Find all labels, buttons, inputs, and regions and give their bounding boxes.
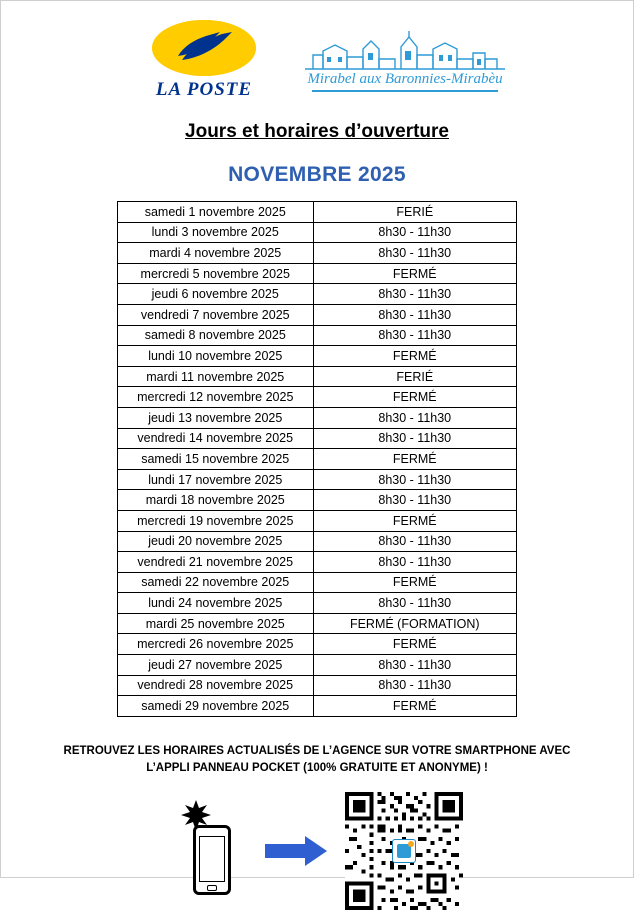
promo-graphics bbox=[1, 791, 633, 911]
commune-underline bbox=[312, 90, 498, 92]
month-title: NOVEMBRE 2025 bbox=[228, 163, 406, 186]
schedule-day-cell: jeudi 13 novembre 2025 bbox=[118, 407, 314, 428]
bird-logo-icon bbox=[152, 20, 256, 76]
table-row bbox=[118, 407, 517, 428]
schedule-day-cell: vendredi 21 novembre 2025 bbox=[118, 552, 314, 573]
schedule-day-cell: mardi 18 novembre 2025 bbox=[118, 490, 314, 511]
schedule-hours-cell: 8h30 - 11h30 bbox=[313, 428, 517, 449]
schedule-hours-cell: 8h30 - 11h30 bbox=[313, 675, 517, 696]
schedule-day-cell: lundi 3 novembre 2025 bbox=[118, 222, 314, 243]
phone-screen bbox=[199, 836, 225, 882]
schedule-hours-cell: 8h30 - 11h30 bbox=[313, 531, 517, 552]
laposte-logo bbox=[129, 20, 279, 101]
schedule-day-cell: vendredi 28 novembre 2025 bbox=[118, 675, 314, 696]
table-row bbox=[118, 593, 517, 614]
table-row bbox=[118, 655, 517, 676]
schedule-hours-cell: FERMÉ bbox=[313, 696, 517, 717]
page-title: Jours et horaires d’ouverture bbox=[185, 121, 449, 142]
logo-row bbox=[1, 1, 633, 100]
laposte-wordmark: LA POSTE bbox=[155, 78, 253, 100]
schedule-day-cell: jeudi 20 novembre 2025 bbox=[118, 531, 314, 552]
table-row bbox=[118, 202, 517, 223]
village-skyline-icon bbox=[305, 29, 505, 71]
schedule-day-cell: vendredi 7 novembre 2025 bbox=[118, 304, 314, 325]
schedule-day-cell: samedi 15 novembre 2025 bbox=[118, 449, 314, 470]
schedule-day-cell: mardi 4 novembre 2025 bbox=[118, 243, 314, 264]
footer-line-2: L’APPLI PANNEAU POCKET (100% GRATUITE ET ANONYME) ! bbox=[146, 762, 488, 775]
schedule-hours-cell: FERMÉ bbox=[313, 263, 517, 284]
schedule-day-cell: jeudi 6 novembre 2025 bbox=[118, 284, 314, 305]
schedule-hours-cell: FERMÉ bbox=[313, 449, 517, 470]
table-row bbox=[118, 696, 517, 717]
schedule-hours-cell: FERMÉ bbox=[313, 510, 517, 531]
table-row bbox=[118, 387, 517, 408]
table-row bbox=[118, 304, 517, 325]
commune-wordmark: Mirabel aux Baronnies-Mirabèu bbox=[307, 70, 503, 87]
schedule-hours-cell: 8h30 - 11h30 bbox=[313, 222, 517, 243]
table-row bbox=[118, 469, 517, 490]
schedule-hours-cell: 8h30 - 11h30 bbox=[313, 655, 517, 676]
table-row bbox=[118, 428, 517, 449]
schedule-hours-cell: 8h30 - 11h30 bbox=[313, 325, 517, 346]
schedule-hours-cell: 8h30 - 11h30 bbox=[313, 407, 517, 428]
table-row bbox=[118, 222, 517, 243]
table-row bbox=[118, 243, 517, 264]
schedule-hours-cell: 8h30 - 11h30 bbox=[313, 243, 517, 264]
schedule-hours-cell: 8h30 - 11h30 bbox=[313, 469, 517, 490]
smartphone-icon bbox=[171, 799, 247, 903]
table-row bbox=[118, 263, 517, 284]
qr-code-icon bbox=[345, 792, 463, 910]
schedule-hours-cell: 8h30 - 11h30 bbox=[313, 284, 517, 305]
schedule-hours-cell: 8h30 - 11h30 bbox=[313, 552, 517, 573]
schedule-hours-cell: FERMÉ bbox=[313, 387, 517, 408]
footer-line-1: RETROUVEZ LES HORAIRES ACTUALISÉS DE L’AGENCE SUR VOTRE SMARTPHONE AVEC bbox=[63, 744, 571, 757]
schedule-hours-cell: FERMÉ (FORMATION) bbox=[313, 613, 517, 634]
schedule-hours-cell: FERIÉ bbox=[313, 202, 517, 223]
arrow-right-icon bbox=[265, 834, 327, 868]
table-row bbox=[118, 325, 517, 346]
schedule-hours-cell: 8h30 - 11h30 bbox=[313, 593, 517, 614]
table-row bbox=[118, 531, 517, 552]
panneaupocket-app-icon bbox=[392, 839, 416, 863]
schedule-hours-cell: FERMÉ bbox=[313, 346, 517, 367]
schedule-day-cell: mercredi 5 novembre 2025 bbox=[118, 263, 314, 284]
phone-body bbox=[193, 825, 231, 895]
table-row bbox=[118, 572, 517, 593]
schedule-table-wrapper bbox=[117, 201, 517, 717]
commune-logo bbox=[305, 29, 505, 92]
schedule-day-cell: vendredi 14 novembre 2025 bbox=[118, 428, 314, 449]
schedule-hours-cell: 8h30 - 11h30 bbox=[313, 304, 517, 325]
footer-note bbox=[47, 743, 587, 778]
schedule-day-cell: samedi 1 novembre 2025 bbox=[118, 202, 314, 223]
schedule-day-cell: lundi 17 novembre 2025 bbox=[118, 469, 314, 490]
table-row bbox=[118, 510, 517, 531]
schedule-day-cell: lundi 10 novembre 2025 bbox=[118, 346, 314, 367]
table-row bbox=[118, 490, 517, 511]
schedule-hours-cell: FERMÉ bbox=[313, 572, 517, 593]
schedule-hours-cell: FERMÉ bbox=[313, 634, 517, 655]
schedule-day-cell: mardi 11 novembre 2025 bbox=[118, 366, 314, 387]
table-row bbox=[118, 346, 517, 367]
schedule-day-cell: lundi 24 novembre 2025 bbox=[118, 593, 314, 614]
schedule-day-cell: samedi 8 novembre 2025 bbox=[118, 325, 314, 346]
schedule-hours-cell: 8h30 - 11h30 bbox=[313, 490, 517, 511]
table-row bbox=[118, 613, 517, 634]
table-row bbox=[118, 634, 517, 655]
schedule-hours-cell: FERIÉ bbox=[313, 366, 517, 387]
table-row bbox=[118, 675, 517, 696]
schedule-day-cell: mercredi 12 novembre 2025 bbox=[118, 387, 314, 408]
schedule-table bbox=[117, 201, 517, 717]
schedule-day-cell: mardi 25 novembre 2025 bbox=[118, 613, 314, 634]
schedule-day-cell: samedi 29 novembre 2025 bbox=[118, 696, 314, 717]
phone-home-button bbox=[207, 885, 217, 891]
schedule-day-cell: samedi 22 novembre 2025 bbox=[118, 572, 314, 593]
table-row bbox=[118, 284, 517, 305]
table-row bbox=[118, 552, 517, 573]
table-row bbox=[118, 366, 517, 387]
schedule-day-cell: jeudi 27 novembre 2025 bbox=[118, 655, 314, 676]
table-row bbox=[118, 449, 517, 470]
schedule-day-cell: mercredi 26 novembre 2025 bbox=[118, 634, 314, 655]
schedule-day-cell: mercredi 19 novembre 2025 bbox=[118, 510, 314, 531]
